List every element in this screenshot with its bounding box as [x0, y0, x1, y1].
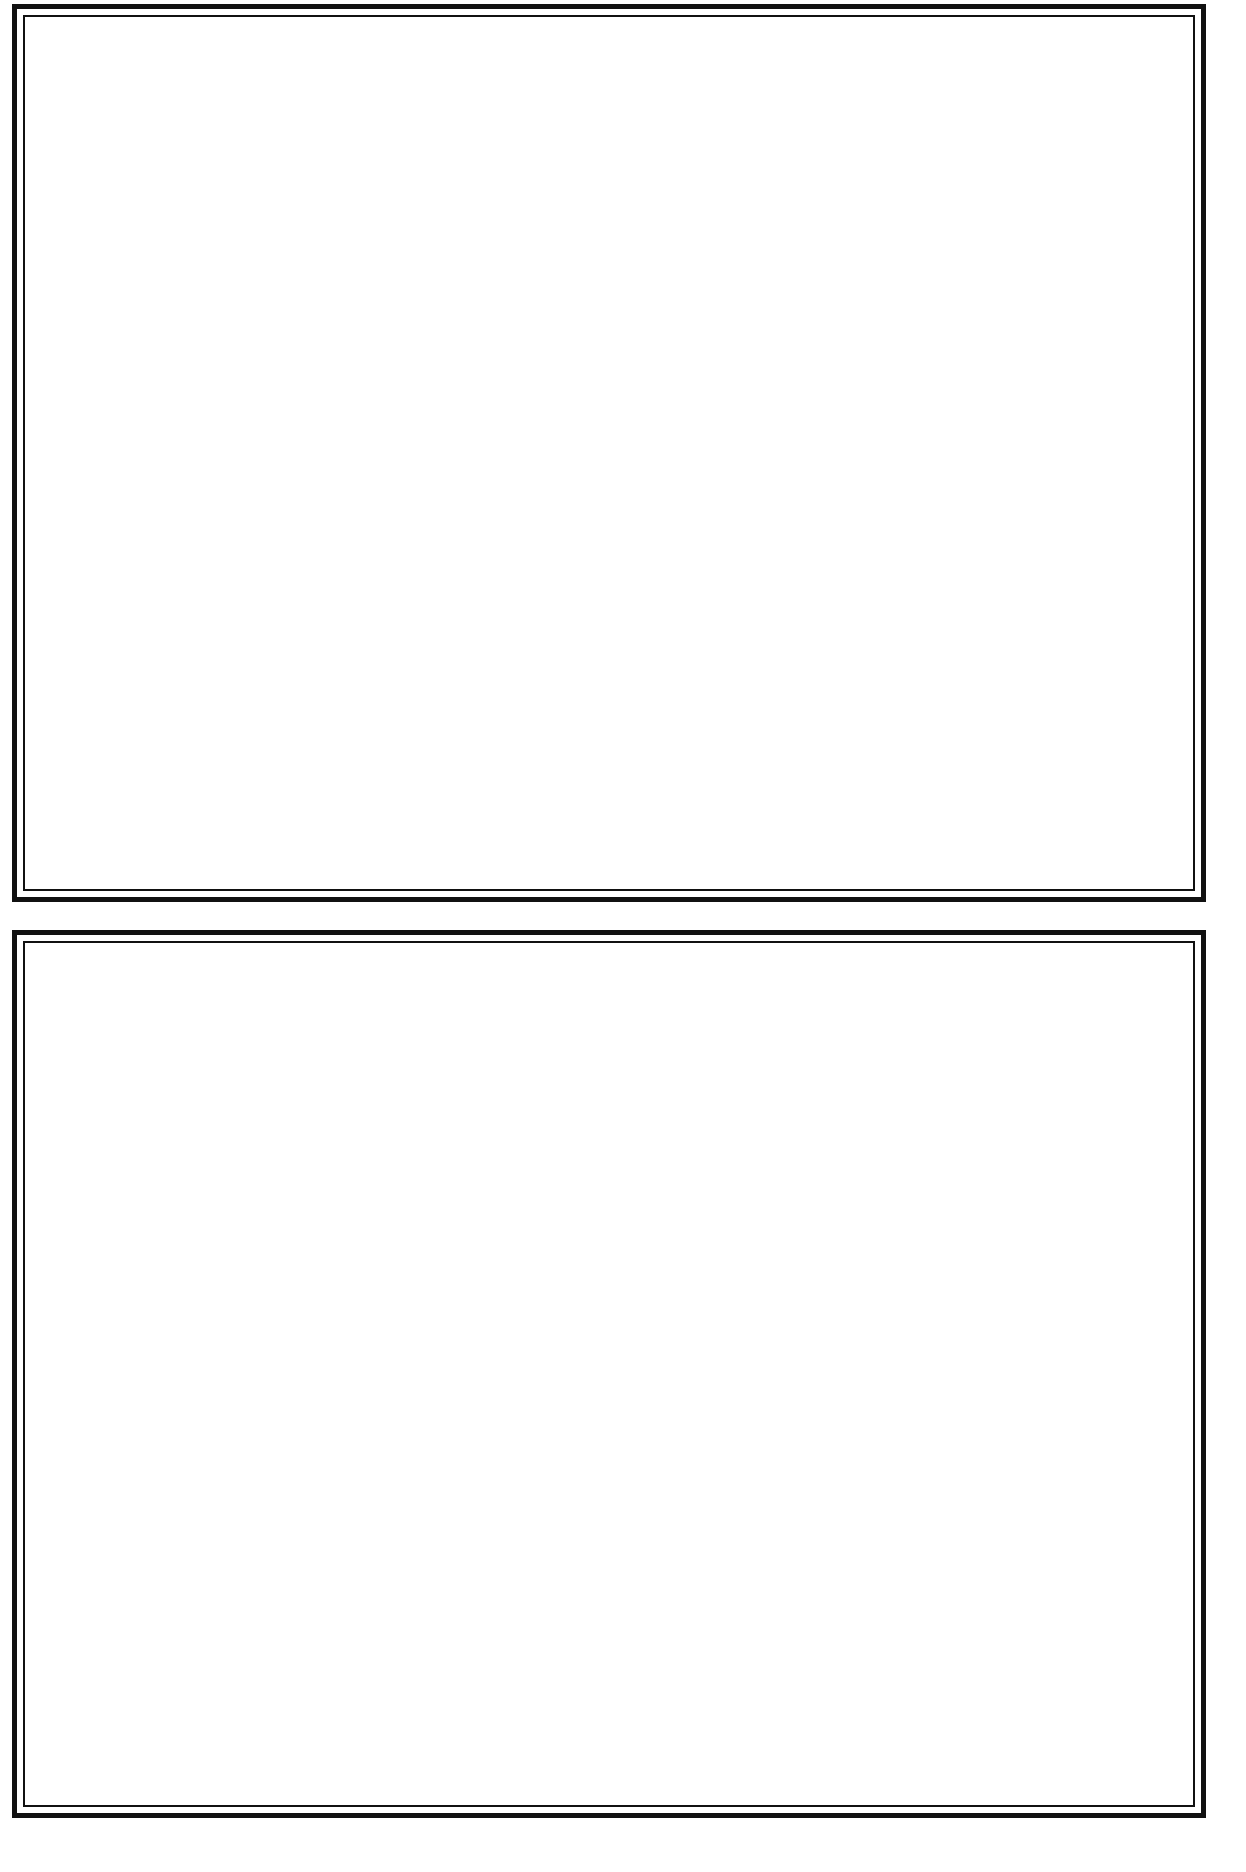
page-top-columns — [25, 17, 1193, 889]
page-top-frame — [23, 15, 1195, 891]
page-top — [12, 4, 1206, 902]
page-bottom — [12, 930, 1206, 1818]
page-bottom-columns — [25, 943, 1193, 1805]
page-bottom-frame — [23, 941, 1195, 1807]
